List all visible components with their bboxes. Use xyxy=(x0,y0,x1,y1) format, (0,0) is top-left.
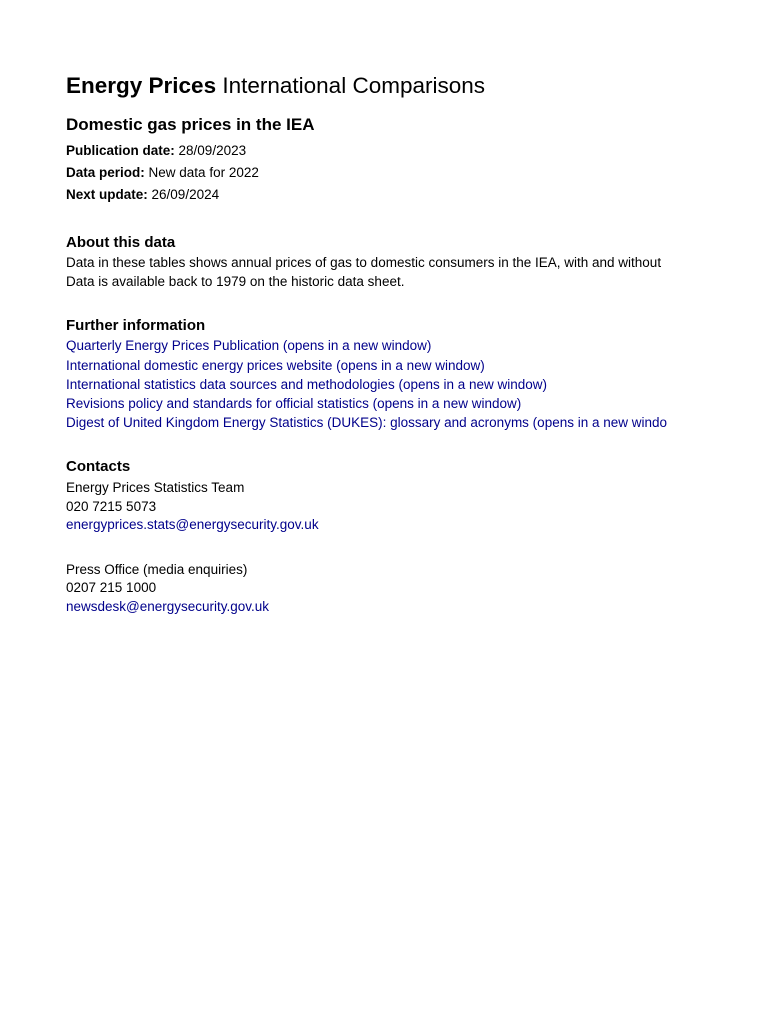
page-title xyxy=(66,70,691,102)
next-update-label: Next update: xyxy=(66,187,148,202)
publication-date-label: Publication date: xyxy=(66,143,175,158)
international-domestic-prices-link[interactable]: International domestic energy prices website (opens in a new window) xyxy=(66,357,485,373)
team-name: Energy Prices Statistics Team xyxy=(66,480,245,496)
about-heading: About this data xyxy=(66,234,176,251)
team-email-link[interactable]: energyprices.stats@energysecurity.gov.uk xyxy=(66,517,319,533)
contacts-section xyxy=(66,457,691,616)
page-subtitle: Domestic gas prices in the IEA xyxy=(66,115,315,134)
about-text-line: Data is available back to 1979 on the historic data sheet. xyxy=(66,274,405,290)
press-office-block xyxy=(66,561,691,617)
dukes-glossary-link[interactable]: Digest of United Kingdom Energy Statistics (DUKES): glossary and acronyms (opens in a new windo xyxy=(66,415,668,431)
publication-date-row xyxy=(66,140,691,162)
quarterly-energy-prices-link[interactable]: Quarterly Energy Prices Publication (opens in a new window) xyxy=(66,338,432,354)
further-information-section xyxy=(66,316,691,432)
press-office-phone: 0207 215 1000 xyxy=(66,580,157,596)
metadata-block xyxy=(66,140,691,206)
press-office-email-link[interactable]: newsdesk@energysecurity.gov.uk xyxy=(66,598,270,614)
page-title-rest: International Comparisons xyxy=(222,73,485,98)
page-title-bold: Energy Prices xyxy=(66,73,217,98)
document-sheet xyxy=(66,70,691,616)
further-information-heading: Further information xyxy=(66,317,206,335)
publication-date-value: 28/09/2023 xyxy=(178,143,247,158)
data-period-row xyxy=(66,162,691,184)
about-text-line: Data in these tables shows annual prices of gas to domestic consumers in the IEA, with and without xyxy=(66,255,662,270)
next-update-value: 26/09/2024 xyxy=(151,187,220,202)
contacts-heading: Contacts xyxy=(66,458,131,476)
data-period-label: Data period: xyxy=(66,165,145,180)
international-statistics-sources-link[interactable]: International statistics data sources and methodologies (opens in a new window) xyxy=(66,376,548,392)
press-office-name: Press Office (media enquiries) xyxy=(66,561,248,577)
next-update-row xyxy=(66,184,691,206)
team-phone: 020 7215 5073 xyxy=(66,498,157,514)
about-section xyxy=(66,233,691,291)
revisions-policy-link[interactable]: Revisions policy and standards for official statistics (opens in a new window) xyxy=(66,396,522,412)
data-period-value: New data for 2022 xyxy=(148,165,259,180)
